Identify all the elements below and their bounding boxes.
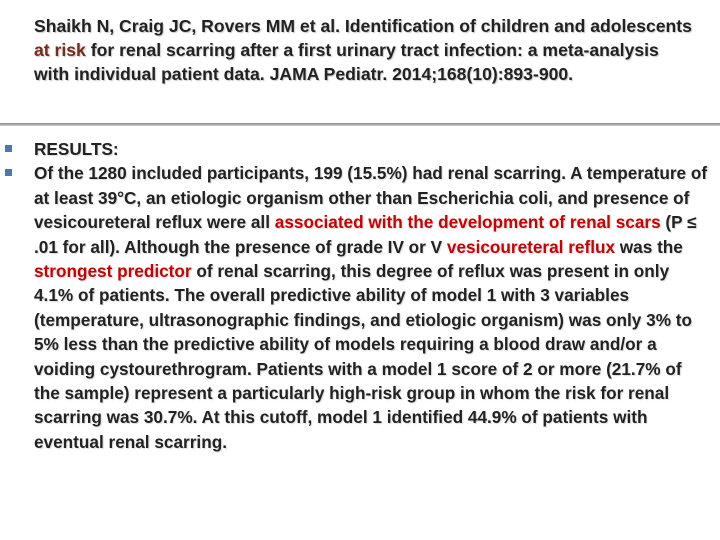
results-heading: RESULTS: <box>34 139 119 159</box>
citation-text-1: Shaikh N, Craig JC, Rovers MM et al. Identification of children and adolescents <box>34 16 692 36</box>
citation-text-2: for renal scarring after a first urinary tract infection: a meta-analysis with individual patient data. JAMA Pediatr. 2014;168(10):893-900. <box>34 40 659 84</box>
results-text-4: of renal scarring, this degree of reflux was present in only 4.1% of patients. The overall predictive ability of model 1 with 3 variables (temperature, ultrasonographic findings, and etiologic organism) was only 3% to 5% less than the predictive ability of models requiring a blood draw and/or a voiding cystourethrogram. Patients with a model 1 score of 2 or more (21.7% of the sample) represent a particularly high-risk group in whom the risk for renal scarring was 30.7%. At this cutoff, model 1 identified 44.9% of patients with eventual renal scarring. <box>34 261 692 452</box>
results-text-3: was the <box>615 236 683 257</box>
bullet-results-heading <box>0 137 710 161</box>
square-bullet-icon <box>5 169 12 176</box>
title-divider <box>0 123 720 126</box>
results-text-1: Of the 1280 included participants, 199 (15.5%) had renal scarring. A temperature of at least 39°C, an etiologic organism other than Escherichia coli, and presence of vesicoureteral reflux were all <box>34 163 708 233</box>
highlight-strongest-predictor: strongest predictor <box>34 261 192 282</box>
highlight-vesicoureteral-reflux: vesicoureteral reflux <box>446 236 616 257</box>
square-bullet-icon <box>5 145 12 152</box>
bullet-results-body <box>0 161 710 454</box>
bullet-list <box>0 137 720 454</box>
highlight-associated-renal-scars: associated with the development of renal scars <box>274 212 661 233</box>
citation-title <box>34 14 694 86</box>
results-text-2: (P ≤ .01 for all). Although the presence of grade IV or V <box>34 212 697 257</box>
citation-highlight-at-risk: at risk <box>34 40 86 60</box>
